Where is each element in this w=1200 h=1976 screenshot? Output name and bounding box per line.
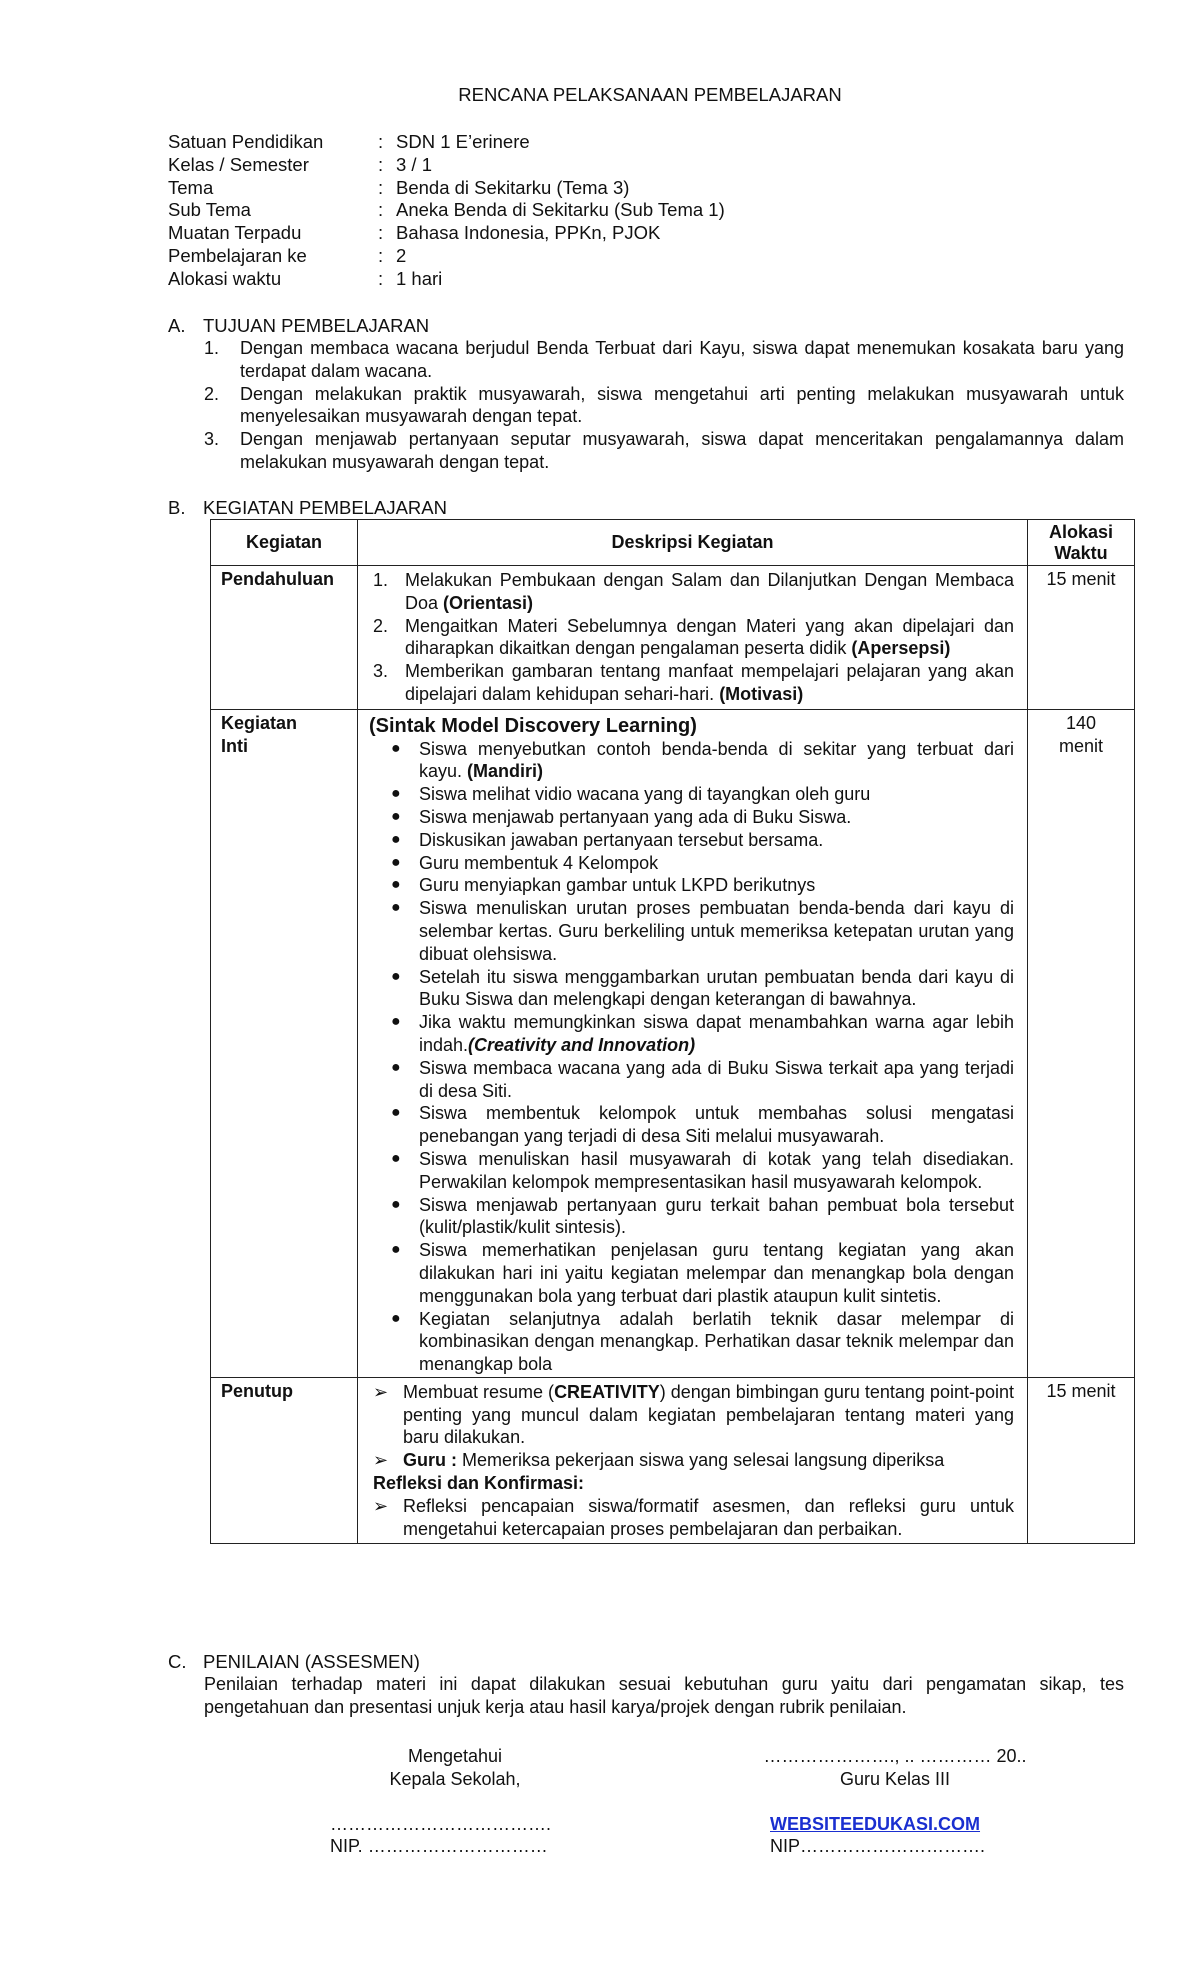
identity-colon: : (378, 176, 384, 198)
pendahuluan-item (373, 660, 1014, 706)
identity-row (168, 131, 725, 154)
header-kegiatan: Kegiatan (211, 520, 358, 566)
identity-label: Muatan Terpadu (168, 222, 302, 244)
pendahuluan-list (359, 567, 1026, 708)
bullet-icon: ● (391, 1149, 401, 1167)
inti-item (389, 1308, 1014, 1376)
item-number: 2. (204, 383, 220, 404)
identity-label: Tema (168, 176, 214, 198)
identity-row (168, 199, 725, 222)
pendahuluan-item (373, 569, 1014, 615)
refleksi-heading: Refleksi dan Konfirmasi: (373, 1473, 585, 1494)
sintak-heading: (Sintak Model Discovery Learning) (369, 714, 697, 737)
inti-list (359, 738, 1026, 1376)
bullet-icon: ● (391, 1104, 401, 1122)
time-inti: 140 menit (1028, 709, 1135, 1377)
inti-item (389, 852, 1014, 875)
item-text: Siswa memerhatikan penjelasan guru tentang kegiatan yang akan dilakukan hari ini yaitu kegiatan melempar dan menangkap bola dengan menggunakan bola yang terbuat dari plastik ataupun kulit sintetis. (419, 1240, 1014, 1306)
pendahuluan-item (373, 615, 1014, 661)
inti-item (389, 806, 1014, 829)
bullet-icon: ● (391, 739, 401, 757)
header-deskripsi: Deskripsi Kegiatan (358, 520, 1028, 566)
identity-row (168, 268, 725, 291)
item-text: Guru menyiapkan gambar untuk LKPD berikutnys (419, 875, 816, 896)
identity-table (168, 131, 725, 291)
bullet-icon: ● (391, 1195, 401, 1213)
bullet-icon: ● (391, 830, 401, 848)
inti-item (389, 1239, 1014, 1307)
desc-penutup (358, 1377, 1028, 1544)
identity-row (168, 222, 725, 245)
bullet-icon: ● (391, 899, 401, 917)
item-tag: (Creativity and Innovation) (468, 1034, 696, 1055)
identity-colon: : (378, 131, 384, 152)
identity-value: Benda di Sekitarku (Tema 3) (396, 176, 630, 198)
identity-row (168, 245, 725, 268)
penutup-item: ➢ Guru : Memeriksa pekerjaan siswa yang selesai langsung diperiksa (373, 1450, 945, 1471)
identity-colon: : (378, 199, 384, 221)
identity-label: Kelas / Semester (168, 153, 309, 175)
time-penutup: 15 menit (1028, 1377, 1135, 1544)
website-link[interactable]: WEBSITEEDUKASI.COM (770, 1813, 981, 1834)
arrow-icon: ➢ (373, 1495, 389, 1516)
item-text: Kegiatan selanjutnya adalah berlatih teknik dasar melempar di kombinasikan dengan menangkap. Perhatikan dasar teknik melempar dan menangkap bola (419, 1308, 1014, 1375)
identity-label: Alokasi waktu (168, 267, 282, 289)
item-text: Siswa membentuk kelompok untuk membahas solusi mengatasi penebangan yang terjadi di desa Siti melalui musyawarah. (419, 1103, 1014, 1147)
item-text: Setelah itu siswa menggambarkan urutan pembuatan benda dari kayu di Buku Siswa dan melengkapi dengan keterangan di bawahnya. (419, 966, 1014, 1010)
identity-label: Sub Tema (168, 199, 251, 221)
signature-left: Mengetahui Kepala Sekolah, ………………………………. NIP. ………………………… (330, 1746, 552, 1857)
inti-item (389, 1194, 1014, 1240)
identity-colon: : (378, 244, 384, 266)
label-pendahuluan: Pendahuluan (211, 566, 358, 710)
bullet-icon: ● (391, 1309, 401, 1327)
row-penutup (211, 1377, 1135, 1544)
identity-row (168, 154, 725, 177)
inti-item (389, 1102, 1014, 1148)
bullet-icon: ● (391, 1058, 401, 1076)
bullet-icon: ● (391, 1013, 401, 1031)
document-title: RENCANA PELAKSANAAN PEMBELAJARAN (458, 84, 842, 105)
row-inti (211, 709, 1135, 1377)
objectives-list (204, 337, 1124, 474)
item-text: Siswa menyebutkan contoh benda-benda di sekitar yang terbuat dari kayu. (419, 738, 1014, 782)
identity-label: Pembelajaran ke (168, 244, 307, 266)
inti-item (389, 783, 1014, 806)
item-tag: (Orientasi) (443, 592, 534, 613)
inti-item (389, 738, 1014, 784)
arrow-icon: ➢ (373, 1381, 389, 1402)
objective-item (204, 428, 1124, 474)
desc-inti (358, 709, 1028, 1377)
objective-text: Dengan membaca wacana berjudul Benda Terbuat dari Kayu, siswa dapat menemukan kosakata baru yang terdapat dalam wacana. (240, 338, 1124, 381)
identity-value: 3 / 1 (396, 153, 432, 175)
section-a-heading: A. TUJUAN PEMBELAJARAN (168, 315, 430, 336)
bullet-icon: ● (391, 785, 401, 803)
item-tag: (Motivasi) (719, 683, 804, 704)
item-text: Siswa melihat vidio wacana yang di tayangkan oleh guru (419, 784, 871, 805)
item-text: Memberikan gambaran tentang manfaat mempelajari pelajaran yang akan dipelajari dalam kehidupan sehari-hari. (405, 661, 1014, 704)
item-text: Siswa menjawab pertanyaan guru terkait bahan pembuat bola tersebut (kulit/plastik/kulit sintesis). (419, 1194, 1014, 1238)
section-c-heading: C. PENILAIAN (ASSESMEN) (168, 1651, 420, 1672)
signature-right: …………………., .. ………… 20.. Guru Kelas III WEBSITEEDUKASI.COM NIP…………………………. (763, 1746, 1027, 1857)
penutup-list (359, 1379, 1026, 1472)
identity-value: 1 hari (396, 267, 443, 289)
arrow-icon: ➢ (373, 1450, 389, 1471)
identity-value: Bahasa Indonesia, PPKn, PJOK (396, 222, 661, 244)
inti-item (389, 1057, 1014, 1103)
item-tag: (Apersepsi) (851, 638, 951, 659)
item-text: Jika waktu memungkinkan siswa dapat menambahkan warna agar lebih indah. (419, 1012, 1014, 1055)
inti-item (389, 829, 1014, 852)
item-number: 2. (373, 615, 389, 636)
inti-item (389, 897, 1014, 965)
objective-text: Dengan melakukan praktik musyawarah, siswa mengetahui arti penting melakukan musyawarah untuk menyelesaikan musyawarah dengan tepat. (240, 383, 1124, 427)
identity-colon: : (378, 153, 384, 175)
identity-value: SDN 1 E’erinere (396, 131, 530, 152)
header-alokasi: Alokasi Waktu (1028, 520, 1135, 566)
penutup-item: ➢ Refleksi pencapaian siswa/formatif asesmen, dan refleksi guru untuk mengetahui ketercapaian proses pembelajaran dan perbaikan. (373, 1495, 1014, 1539)
item-number: 1. (204, 338, 220, 358)
objective-item (204, 383, 1124, 429)
identity-value: 2 (396, 244, 407, 266)
bullet-icon: ● (391, 853, 401, 871)
objective-text: Dengan menjawab pertanyaan seputar musyawarah, siswa dapat menceritakan pengalamannya dalam melakukan musyawarah dengan tepat. (240, 429, 1124, 472)
item-tag: (Mandiri) (467, 761, 544, 782)
row-pendahuluan (211, 566, 1135, 710)
item-number: 3. (373, 661, 389, 682)
penutup-item: ➢ Membuat resume (CREATIVITY) dengan bimbingan guru tentang point-point penting yang muncul dalam kegiatan pembelajaran tentang materi yang baru dilakukan. (373, 1381, 1014, 1448)
bullet-icon: ● (391, 967, 401, 985)
bullet-icon: ● (391, 807, 401, 825)
item-text: Siswa menuliskan urutan proses pembuatan benda-benda dari kayu di selembar kertas. Guru berkeliling untuk memeriksa ketepatan urutan yang dibuat olehsiswa. (419, 898, 1014, 964)
item-text: Siswa menuliskan hasil musyawarah di kotak yang telah disediakan. Perwakilan kelompok mempresentasikan hasil musyawarah kelompok. (419, 1148, 1014, 1192)
inti-item (389, 874, 1014, 897)
label-penutup: Penutup (211, 1377, 358, 1544)
identity-label: Satuan Pendidikan (168, 131, 324, 152)
identity-value: Aneka Benda di Sekitarku (Sub Tema 1) (396, 199, 725, 221)
objective-item (204, 337, 1124, 383)
inti-item (389, 966, 1014, 1012)
item-text: Diskusikan jawaban pertanyaan tersebut bersama. (419, 829, 824, 850)
item-text: Mengaitkan Materi Sebelumnya dengan Materi yang akan dipelajari dan diharapkan dikaitkan dengan pengalaman peserta didik (405, 615, 1014, 659)
item-text: Guru membentuk 4 Kelompok (419, 852, 659, 873)
label-inti: Kegiatan Inti (211, 709, 358, 1377)
item-text: Melakukan Pembukaan dengan Salam dan Dilanjutkan Dengan Membaca Doa (405, 570, 1014, 613)
assessment-text: Penilaian terhadap materi ini dapat dilakukan sesuai kebutuhan guru yaitu dari pengamatan sikap, tes pengetahuan dan presentasi unjuk kerja atau hasil karya/projek dengan rubrik penilaian. (204, 1674, 1124, 1717)
desc-pendahuluan (358, 566, 1028, 710)
identity-colon: : (378, 267, 384, 289)
inti-item (389, 1011, 1014, 1057)
section-b-heading: B. KEGIATAN PEMBELAJARAN (168, 497, 447, 518)
bullet-icon: ● (391, 1241, 401, 1259)
time-pendahuluan: 15 menit (1028, 566, 1135, 710)
item-number: 1. (373, 570, 389, 590)
penutup-list-2 (359, 1495, 1026, 1543)
item-text: Siswa menjawab pertanyaan yang ada di Buku Siswa. (419, 806, 852, 827)
bullet-icon: ● (391, 876, 401, 894)
identity-row (168, 177, 725, 200)
identity-colon: : (378, 222, 384, 244)
activities-table (210, 519, 1135, 1544)
item-number: 3. (204, 429, 220, 450)
item-text: Siswa membaca wacana yang ada di Buku Siswa terkait apa yang terjadi di desa Siti. (419, 1057, 1014, 1101)
inti-item (389, 1148, 1014, 1194)
